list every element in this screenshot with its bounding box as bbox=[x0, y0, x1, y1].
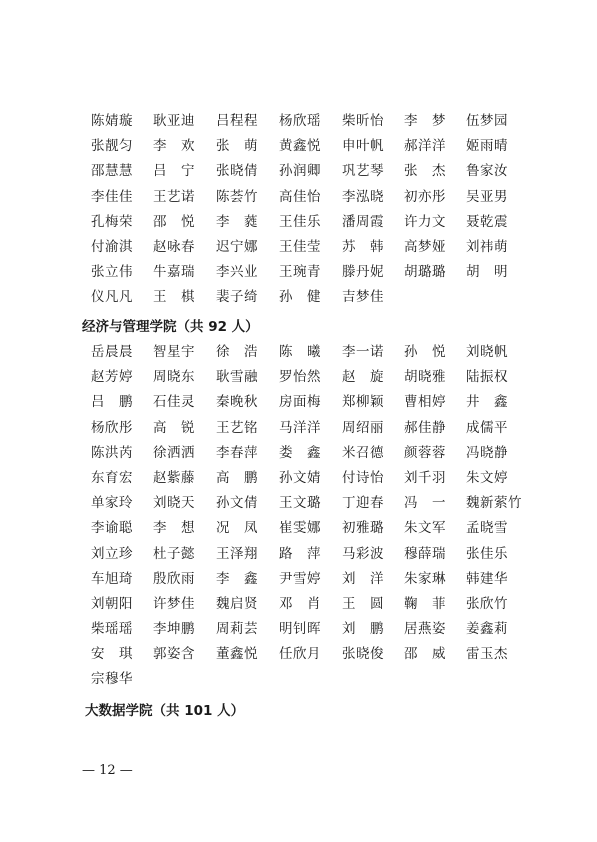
person-name: 聂乾震 bbox=[466, 213, 508, 230]
person-name: 郭姿含 bbox=[153, 646, 195, 663]
person-name: 孙文倩 bbox=[216, 495, 258, 512]
person-name: 房面梅 bbox=[279, 394, 321, 411]
person-name: 张晓俊 bbox=[342, 646, 384, 663]
person-name: 高 鹏 bbox=[216, 469, 258, 486]
person-name: 赵咏春 bbox=[153, 238, 195, 255]
name-row bbox=[0, 392, 597, 417]
person-name: 单家玲 bbox=[91, 495, 133, 512]
person-name: 申叶帆 bbox=[342, 138, 384, 155]
person-name: 李 欢 bbox=[153, 138, 195, 155]
person-name: 姬雨晴 bbox=[466, 138, 508, 155]
person-name: 裴子绮 bbox=[216, 289, 258, 306]
section-heading-economics-management: 经济与管理学院（共 92 人） bbox=[82, 319, 259, 335]
person-name: 王琬青 bbox=[279, 264, 321, 281]
person-name: 穆薛瑞 bbox=[404, 545, 446, 562]
person-name: 岳晨晨 bbox=[91, 344, 133, 360]
person-name: 刘 洋 bbox=[342, 570, 384, 587]
person-name: 米召德 bbox=[342, 444, 384, 461]
name-row bbox=[0, 287, 597, 312]
person-name: 吕程程 bbox=[216, 113, 258, 129]
person-name: 刘晓天 bbox=[153, 495, 195, 512]
person-name: 刘朝阳 bbox=[91, 595, 133, 612]
name-row bbox=[0, 418, 597, 443]
person-name: 王泽翔 bbox=[216, 545, 258, 562]
person-name: 车旭琦 bbox=[91, 570, 133, 587]
person-name: 任欣月 bbox=[279, 646, 321, 663]
person-name: 徐洒洒 bbox=[153, 444, 195, 461]
person-name: 李谕聪 bbox=[91, 520, 133, 537]
person-name: 郝佳静 bbox=[404, 419, 446, 436]
person-name: 张晓倩 bbox=[216, 163, 258, 180]
name-row bbox=[0, 187, 597, 212]
person-name: 张欣竹 bbox=[466, 595, 508, 612]
person-name: 马洋洋 bbox=[279, 419, 321, 436]
person-name: 徐 浩 bbox=[216, 344, 258, 360]
person-name: 周莉芸 bbox=[216, 621, 258, 638]
person-name: 刘祎萌 bbox=[466, 238, 508, 255]
person-name: 李 蕤 bbox=[216, 213, 258, 230]
person-name: 丁迎春 bbox=[342, 495, 384, 512]
person-name: 李春萍 bbox=[216, 444, 258, 461]
person-name: 柴昕怡 bbox=[342, 113, 384, 129]
person-name: 井 鑫 bbox=[466, 394, 508, 411]
person-name: 邓 肖 bbox=[279, 595, 321, 612]
person-name: 陈 曦 bbox=[279, 344, 321, 360]
person-name: 况 凤 bbox=[216, 520, 258, 537]
name-row bbox=[0, 443, 597, 468]
person-name: 张佳乐 bbox=[466, 545, 508, 562]
person-name: 李坤鹏 bbox=[153, 621, 195, 638]
person-name: 姜鑫莉 bbox=[466, 621, 508, 638]
person-name: 娄 鑫 bbox=[279, 444, 321, 461]
person-name: 王佳乐 bbox=[279, 213, 321, 230]
person-name: 郝洋洋 bbox=[404, 138, 446, 155]
person-name: 胡璐璐 bbox=[404, 264, 446, 281]
person-name: 周绍丽 bbox=[342, 419, 384, 436]
person-name: 韩建华 bbox=[466, 570, 508, 587]
person-name: 孔梅荣 bbox=[91, 213, 133, 230]
person-name: 陆振权 bbox=[466, 369, 508, 386]
person-name: 王佳莹 bbox=[279, 238, 321, 255]
person-name: 尹雪婷 bbox=[279, 570, 321, 587]
person-name: 伍梦园 bbox=[466, 113, 508, 129]
person-name: 孙润卿 bbox=[279, 163, 321, 180]
person-name: 潘周霞 bbox=[342, 213, 384, 230]
section-heading-big-data: 大数据学院（共 101 人） bbox=[85, 703, 245, 719]
person-name: 王 圆 bbox=[342, 595, 384, 612]
name-row bbox=[0, 367, 597, 392]
person-name: 王 棋 bbox=[153, 289, 195, 306]
name-row bbox=[0, 644, 597, 669]
person-name: 张靓匀 bbox=[91, 138, 133, 155]
person-name: 李 鑫 bbox=[216, 570, 258, 587]
person-name: 刘千羽 bbox=[404, 469, 446, 486]
person-name: 鞠 菲 bbox=[404, 595, 446, 612]
page-number: — 12 — bbox=[82, 763, 133, 778]
name-row bbox=[0, 237, 597, 262]
person-name: 邵 威 bbox=[404, 646, 446, 663]
name-row bbox=[0, 136, 597, 161]
person-name: 马彩波 bbox=[342, 545, 384, 562]
person-name: 孟晓雪 bbox=[466, 520, 508, 537]
person-name: 鲁家汝 bbox=[466, 163, 508, 180]
person-name: 杨欣瑶 bbox=[279, 113, 321, 129]
person-name: 刘 鹏 bbox=[342, 621, 384, 638]
name-row bbox=[0, 342, 597, 367]
person-name: 陈荟竹 bbox=[216, 188, 258, 205]
person-name: 柴瑶瑶 bbox=[91, 621, 133, 638]
person-name: 颜蓉蓉 bbox=[404, 444, 446, 461]
name-row bbox=[0, 111, 597, 136]
person-name: 吉梦佳 bbox=[342, 289, 384, 306]
person-name: 郑柳颖 bbox=[342, 394, 384, 411]
person-name: 李泓晓 bbox=[342, 188, 384, 205]
person-name: 安 琪 bbox=[91, 646, 133, 663]
person-name: 刘立珍 bbox=[91, 545, 133, 562]
person-name: 滕丹妮 bbox=[342, 264, 384, 281]
name-row bbox=[0, 212, 597, 237]
person-name: 牛嘉瑞 bbox=[153, 264, 195, 281]
person-name: 黄鑫悦 bbox=[279, 138, 321, 155]
name-row bbox=[0, 262, 597, 287]
person-name: 刘晓帆 bbox=[466, 344, 508, 360]
person-name: 朱文军 bbox=[404, 520, 446, 537]
person-name: 李兴业 bbox=[216, 264, 258, 281]
person-name: 张 杰 bbox=[404, 163, 446, 180]
name-row bbox=[0, 619, 597, 644]
name-row bbox=[0, 161, 597, 186]
person-name: 王文璐 bbox=[279, 495, 321, 512]
person-name: 明钊晖 bbox=[279, 621, 321, 638]
person-name: 董鑫悦 bbox=[216, 646, 258, 663]
person-name: 王艺诺 bbox=[153, 188, 195, 205]
person-name: 东育宏 bbox=[91, 469, 133, 486]
person-name: 魏新萦竹 bbox=[466, 495, 522, 512]
person-name: 孙 悦 bbox=[404, 344, 446, 360]
person-name: 王艺铭 bbox=[216, 419, 258, 436]
name-row bbox=[0, 569, 597, 594]
person-name: 崔雯娜 bbox=[279, 520, 321, 537]
person-name: 周晓东 bbox=[153, 369, 195, 386]
person-name: 朱家琳 bbox=[404, 570, 446, 587]
person-name: 孙 健 bbox=[279, 289, 321, 306]
person-name: 李 梦 bbox=[404, 113, 446, 129]
person-name: 初亦彤 bbox=[404, 188, 446, 205]
person-name: 初雅璐 bbox=[342, 520, 384, 537]
person-name: 杜子懿 bbox=[153, 545, 195, 562]
person-name: 付诗怡 bbox=[342, 469, 384, 486]
person-name: 雷玉杰 bbox=[466, 646, 508, 663]
person-name: 付渝淇 bbox=[91, 238, 133, 255]
person-name: 耿雪融 bbox=[216, 369, 258, 386]
person-name: 秦晚秋 bbox=[216, 394, 258, 411]
person-name: 赵紫藤 bbox=[153, 469, 195, 486]
person-name: 邵 悦 bbox=[153, 213, 195, 230]
name-row bbox=[0, 518, 597, 543]
name-list-continued bbox=[0, 111, 597, 313]
person-name: 苏 韩 bbox=[342, 238, 384, 255]
person-name: 赵芳婷 bbox=[91, 369, 133, 386]
person-name: 居燕姿 bbox=[404, 621, 446, 638]
person-name: 迟宁娜 bbox=[216, 238, 258, 255]
person-name: 吴亚男 bbox=[466, 188, 508, 205]
person-name: 冯晓静 bbox=[466, 444, 508, 461]
person-name: 宗穆华 bbox=[91, 671, 133, 688]
person-name: 李一诺 bbox=[342, 344, 384, 360]
person-name: 李 想 bbox=[153, 520, 195, 537]
person-name: 石佳灵 bbox=[153, 394, 195, 411]
person-name: 高佳怡 bbox=[279, 188, 321, 205]
person-name: 高梦娅 bbox=[404, 238, 446, 255]
name-row bbox=[0, 493, 597, 518]
person-name: 赵 旋 bbox=[342, 369, 384, 386]
person-name: 许力文 bbox=[404, 213, 446, 230]
person-name: 路 萍 bbox=[279, 545, 321, 562]
person-name: 孙文婧 bbox=[279, 469, 321, 486]
person-name: 李佳佳 bbox=[91, 188, 133, 205]
person-name: 邵慧慧 bbox=[91, 163, 133, 180]
person-name: 罗怡然 bbox=[279, 369, 321, 386]
name-row bbox=[0, 468, 597, 493]
person-name: 曹相婷 bbox=[404, 394, 446, 411]
name-row bbox=[0, 544, 597, 569]
name-list-economics-management bbox=[0, 342, 597, 695]
person-name: 冯 一 bbox=[404, 495, 446, 512]
person-name: 魏启贤 bbox=[216, 595, 258, 612]
person-name: 杨欣彤 bbox=[91, 419, 133, 436]
person-name: 巩艺琴 bbox=[342, 163, 384, 180]
person-name: 吕 鹏 bbox=[91, 394, 133, 411]
person-name: 智星宇 bbox=[153, 344, 195, 360]
person-name: 仪凡凡 bbox=[91, 289, 133, 306]
person-name: 张立伟 bbox=[91, 264, 133, 281]
person-name: 成儒平 bbox=[466, 419, 508, 436]
person-name: 吕 宁 bbox=[153, 163, 195, 180]
name-row bbox=[0, 594, 597, 619]
person-name: 高 锐 bbox=[153, 419, 195, 436]
person-name: 许梦佳 bbox=[153, 595, 195, 612]
person-name: 陈婧璇 bbox=[91, 113, 133, 129]
person-name: 朱文婷 bbox=[466, 469, 508, 486]
person-name: 张 萌 bbox=[216, 138, 258, 155]
person-name: 胡 明 bbox=[466, 264, 508, 281]
name-row bbox=[0, 669, 597, 694]
person-name: 耿亚迪 bbox=[153, 113, 195, 129]
person-name: 胡晓雅 bbox=[404, 369, 446, 386]
person-name: 陈洪芮 bbox=[91, 444, 133, 461]
person-name: 殷欣雨 bbox=[153, 570, 195, 587]
